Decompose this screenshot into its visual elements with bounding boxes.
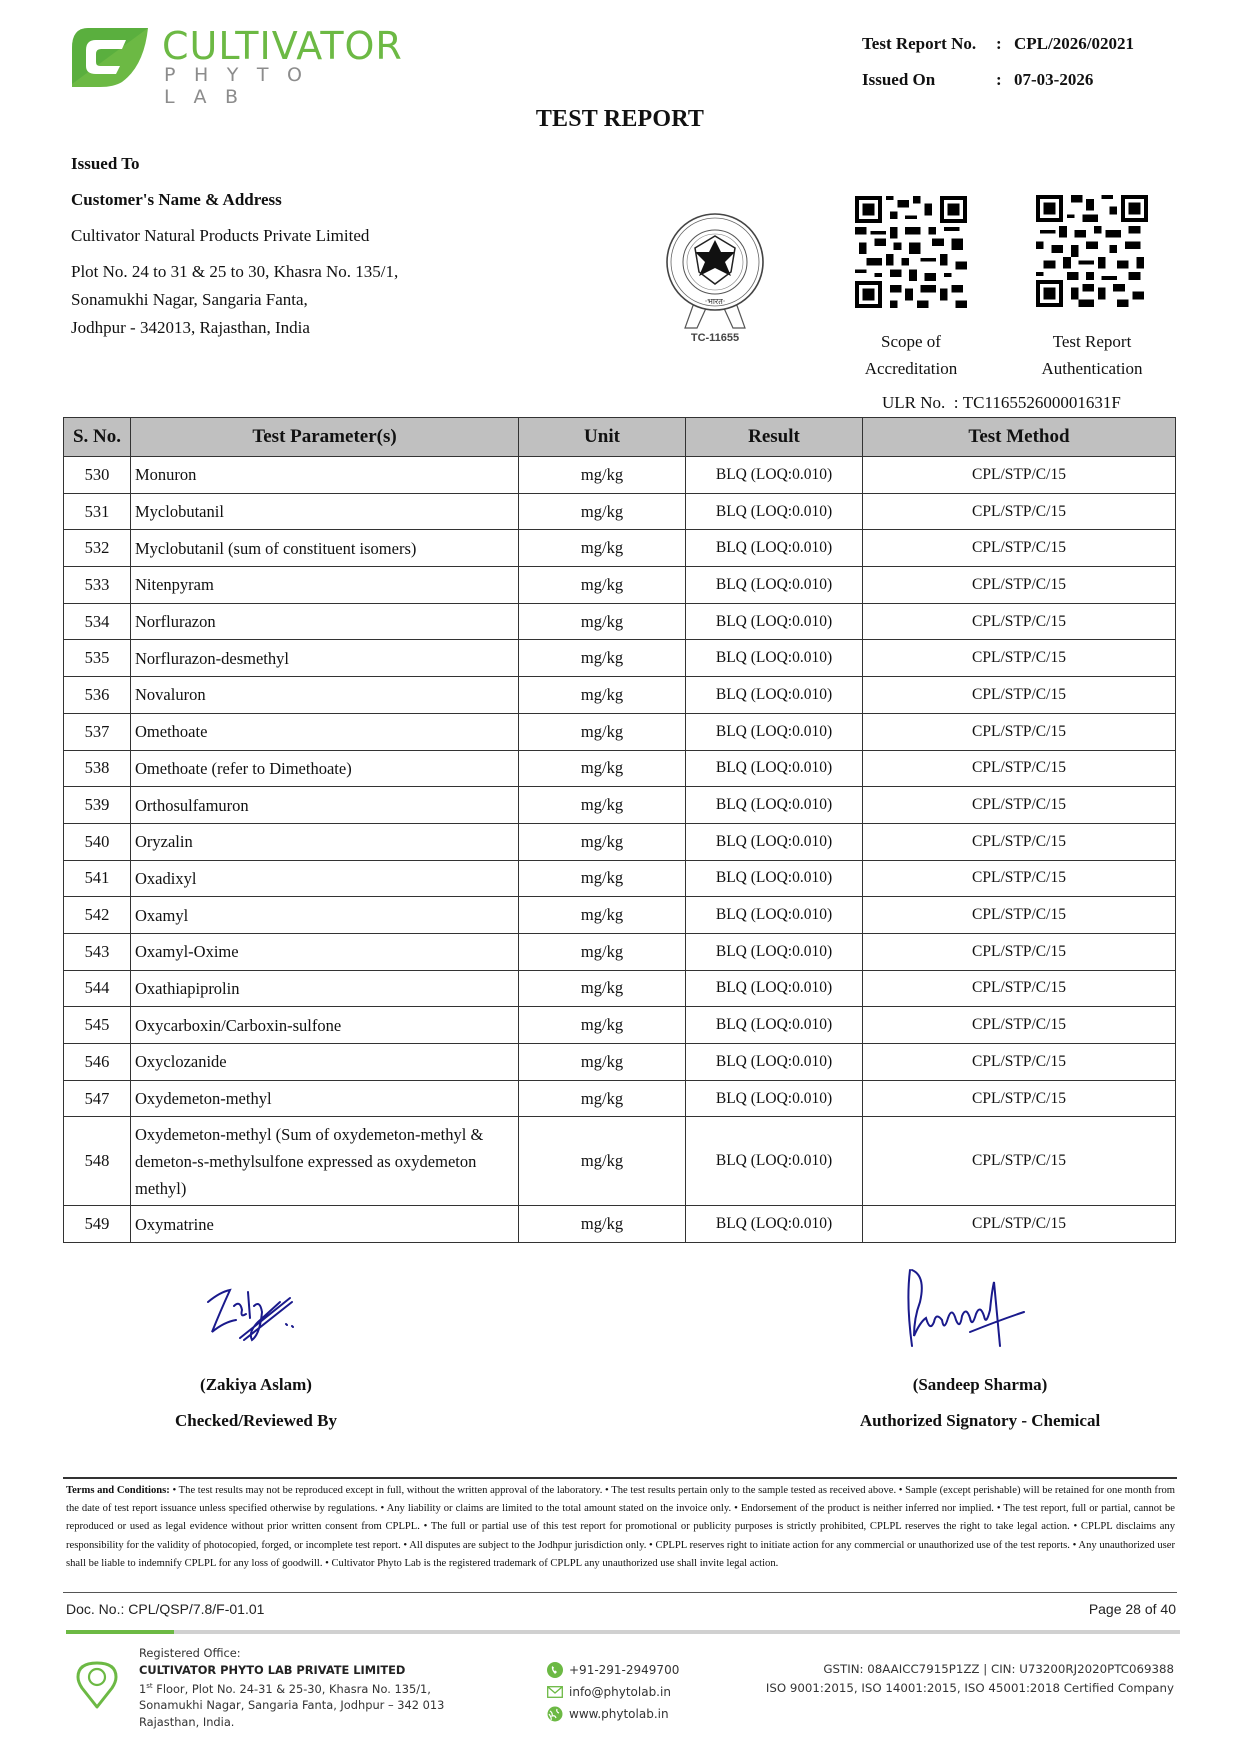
- cell-unit: mg/kg: [519, 1080, 686, 1117]
- cell-parameter: Omethoate: [131, 713, 519, 750]
- ulr-number: [882, 393, 1121, 413]
- reviewer-name: (Zakiya Aslam): [200, 1375, 312, 1394]
- cell-unit: mg/kg: [519, 933, 686, 970]
- cell-method: CPL/STP/C/15: [863, 1044, 1176, 1081]
- cell-method: CPL/STP/C/15: [863, 1007, 1176, 1044]
- cell-parameter: Novaluron: [131, 677, 519, 714]
- cell-result: BLQ (LOQ:0.010): [686, 860, 863, 897]
- document-number: Doc. No.: CPL/QSP/7.8/F-01.01: [66, 1601, 265, 1617]
- cell-result: BLQ (LOQ:0.010): [686, 640, 863, 677]
- ulr-value: TC116552600001631F: [962, 393, 1121, 412]
- cell-method: CPL/STP/C/15: [863, 567, 1176, 604]
- header-method: Test Method: [863, 418, 1176, 457]
- cell-parameter: Oxamyl: [131, 897, 519, 934]
- colon: :: [949, 393, 963, 412]
- registered-office-label: Registered Office:: [139, 1646, 241, 1660]
- cell-result: BLQ (LOQ:0.010): [686, 970, 863, 1007]
- qr-scope-caption-line: Scope of: [881, 332, 941, 351]
- cell-method: CPL/STP/C/15: [863, 823, 1176, 860]
- cell-unit: mg/kg: [519, 493, 686, 530]
- table-row: [64, 750, 1176, 787]
- cell-unit: mg/kg: [519, 603, 686, 640]
- report-number-row: [862, 26, 1134, 62]
- issued-on-value: 07-03-2026: [1014, 70, 1094, 89]
- reviewer-role: Checked/Reviewed By: [175, 1411, 337, 1430]
- cell-unit: mg/kg: [519, 750, 686, 787]
- table-row: [64, 787, 1176, 824]
- cell-unit: mg/kg: [519, 567, 686, 604]
- cell-method: CPL/STP/C/15: [863, 1117, 1176, 1206]
- accreditation-code: TC-11655: [690, 332, 740, 344]
- cell-unit: mg/kg: [519, 1206, 686, 1243]
- table-row: [64, 823, 1176, 860]
- qr-auth-caption: [1012, 328, 1172, 382]
- cell-parameter: Oxadixyl: [131, 860, 519, 897]
- cell-parameter: Oxyclozanide: [131, 1044, 519, 1081]
- cell-result: BLQ (LOQ:0.010): [686, 530, 863, 567]
- header-result: Result: [686, 418, 863, 457]
- signature-sandeep-icon: [900, 1262, 1030, 1352]
- cell-result: BLQ (LOQ:0.010): [686, 567, 863, 604]
- customer-company: Cultivator Natural Products Private Limited: [71, 226, 370, 245]
- cell-unit: mg/kg: [519, 860, 686, 897]
- cell-sno: 536: [64, 677, 131, 714]
- cell-unit: mg/kg: [519, 897, 686, 934]
- cell-sno: 542: [64, 897, 131, 934]
- cell-parameter: Oxymatrine: [131, 1206, 519, 1243]
- cell-sno: 546: [64, 1044, 131, 1081]
- cell-parameter: Norflurazon: [131, 603, 519, 640]
- cell-method: CPL/STP/C/15: [863, 677, 1176, 714]
- cell-result: BLQ (LOQ:0.010): [686, 750, 863, 787]
- website-url: www.phytolab.in: [569, 1707, 669, 1721]
- cell-result: BLQ (LOQ:0.010): [686, 677, 863, 714]
- report-number-label: Test Report No.: [862, 34, 977, 53]
- table-header-row: [64, 418, 1176, 457]
- brand-name: CULTIVATOR: [162, 24, 403, 68]
- cell-result: BLQ (LOQ:0.010): [686, 493, 863, 530]
- registered-office: [139, 1645, 444, 1730]
- cell-sno: 533: [64, 567, 131, 604]
- customer-address-line: Plot No. 24 to 31 & 25 to 30, Khasra No. 135/1,: [71, 262, 399, 281]
- cell-sno: 541: [64, 860, 131, 897]
- cell-sno: 547: [64, 1080, 131, 1117]
- cell-parameter: Oxydemeton-methyl: [131, 1080, 519, 1117]
- issued-on-label: Issued On: [862, 70, 936, 89]
- qr-scope-of-accreditation-icon[interactable]: [855, 196, 967, 308]
- header-sno: S. No.: [64, 418, 131, 457]
- table-row: [64, 493, 1176, 530]
- registered-address-line: 1st Floor, Plot No. 24-31 & 25-30, Khasra No. 135/1,: [139, 1681, 431, 1696]
- cell-unit: mg/kg: [519, 677, 686, 714]
- table-row: [64, 933, 1176, 970]
- ulr-label: ULR No.: [882, 393, 946, 412]
- cell-unit: mg/kg: [519, 1044, 686, 1081]
- nabl-seal-icon: [655, 212, 775, 330]
- cell-unit: mg/kg: [519, 1117, 686, 1206]
- cell-parameter: Myclobutanil (sum of constituent isomers): [131, 530, 519, 567]
- customer-name-address-heading: Customer's Name & Address: [71, 190, 282, 209]
- iso-certifications: ISO 9001:2015, ISO 14001:2015, ISO 45001:2018 Certified Company: [765, 1681, 1174, 1695]
- cell-sno: 534: [64, 603, 131, 640]
- contact-info: [547, 1659, 679, 1725]
- table-row: [64, 677, 1176, 714]
- cell-sno: 548: [64, 1117, 131, 1206]
- cell-parameter: Omethoate (refer to Dimethoate): [131, 750, 519, 787]
- customer-address-line: Sonamukhi Nagar, Sangaria Fanta,: [71, 290, 308, 309]
- cell-result: BLQ (LOQ:0.010): [686, 1080, 863, 1117]
- table-row: [64, 1206, 1176, 1243]
- cell-unit: mg/kg: [519, 1007, 686, 1044]
- phone-number: +91-291-2949700: [569, 1663, 680, 1677]
- cell-unit: mg/kg: [519, 823, 686, 860]
- table-row: [64, 860, 1176, 897]
- issued-to-heading: Issued To: [71, 154, 140, 173]
- issued-to-block: [71, 150, 398, 342]
- cell-result: BLQ (LOQ:0.010): [686, 787, 863, 824]
- registered-company-name: CULTIVATOR PHYTO LAB PRIVATE LIMITED: [139, 1662, 406, 1677]
- cell-method: CPL/STP/C/15: [863, 787, 1176, 824]
- table-row: [64, 713, 1176, 750]
- cell-sno: 543: [64, 933, 131, 970]
- qr-scope-caption-line: Accreditation: [864, 359, 958, 378]
- cell-parameter: Orthosulfamuron: [131, 787, 519, 824]
- cell-method: CPL/STP/C/15: [863, 530, 1176, 567]
- issued-on-row: [862, 62, 1134, 98]
- svg-text:·भारत·: ·भारत·: [704, 297, 726, 306]
- cell-method: CPL/STP/C/15: [863, 750, 1176, 787]
- cell-parameter: Oxathiapiprolin: [131, 970, 519, 1007]
- cell-sno: 538: [64, 750, 131, 787]
- cell-parameter: Oxydemeton-methyl (Sum of oxydemeton-methyl & demeton-s-methylsulfone expressed as oxydemeton methyl): [131, 1117, 519, 1206]
- cell-parameter: Monuron: [131, 457, 519, 494]
- globe-icon: [547, 1706, 563, 1722]
- cell-method: CPL/STP/C/15: [863, 457, 1176, 494]
- cell-parameter: Oxycarboxin/Carboxin-sulfone: [131, 1007, 519, 1044]
- cell-method: CPL/STP/C/15: [863, 970, 1176, 1007]
- footer-accent-bar: [66, 1630, 1180, 1634]
- email-row[interactable]: [547, 1681, 679, 1703]
- location-pin-icon: [76, 1660, 118, 1710]
- legal-registration: [766, 1660, 1174, 1698]
- cell-unit: mg/kg: [519, 640, 686, 677]
- cell-method: CPL/STP/C/15: [863, 603, 1176, 640]
- accreditation-seal: [655, 212, 775, 347]
- cell-method: CPL/STP/C/15: [863, 493, 1176, 530]
- cell-method: CPL/STP/C/15: [863, 1206, 1176, 1243]
- company-logo: [70, 24, 420, 108]
- qr-scope-caption: [831, 328, 991, 382]
- qr-report-authentication-icon[interactable]: [1036, 195, 1148, 307]
- table-row: [64, 1007, 1176, 1044]
- report-number-value: CPL/2026/02021: [1014, 34, 1134, 53]
- cell-parameter: Norflurazon-desmethyl: [131, 640, 519, 677]
- cell-sno: 530: [64, 457, 131, 494]
- brand-subname: PHYTO LAB: [164, 64, 321, 108]
- cell-method: CPL/STP/C/15: [863, 713, 1176, 750]
- cell-result: BLQ (LOQ:0.010): [686, 457, 863, 494]
- cell-result: BLQ (LOQ:0.010): [686, 1044, 863, 1081]
- cell-unit: mg/kg: [519, 787, 686, 824]
- cell-unit: mg/kg: [519, 970, 686, 1007]
- registered-address-line: Rajasthan, India.: [139, 1714, 235, 1729]
- cell-parameter: Nitenpyram: [131, 567, 519, 604]
- table-row: [64, 567, 1176, 604]
- cell-result: BLQ (LOQ:0.010): [686, 897, 863, 934]
- colon: :: [996, 70, 1002, 89]
- terms-label: Terms and Conditions:: [66, 1485, 170, 1496]
- table-row: [64, 970, 1176, 1007]
- signatory-role: Authorized Signatory - Chemical: [859, 1411, 1101, 1430]
- cell-method: CPL/STP/C/15: [863, 897, 1176, 934]
- cell-sno: 532: [64, 530, 131, 567]
- report-meta: [862, 26, 1134, 98]
- qr-auth-caption-line: Test Report: [1052, 332, 1132, 351]
- website-row[interactable]: [547, 1703, 679, 1725]
- cell-sno: 549: [64, 1206, 131, 1243]
- table-row: [64, 640, 1176, 677]
- colon: :: [996, 34, 1002, 53]
- qr-auth-caption-line: Authentication: [1041, 359, 1143, 378]
- cell-result: BLQ (LOQ:0.010): [686, 823, 863, 860]
- header-unit: Unit: [519, 418, 686, 457]
- cell-result: BLQ (LOQ:0.010): [686, 1117, 863, 1206]
- table-row: [64, 530, 1176, 567]
- terms-and-conditions: [66, 1482, 1175, 1573]
- header-parameter: Test Parameter(s): [131, 418, 519, 457]
- email-address: info@phytolab.in: [569, 1685, 671, 1699]
- divider: [63, 1592, 1177, 1593]
- cell-parameter: Myclobutanil: [131, 493, 519, 530]
- cell-result: BLQ (LOQ:0.010): [686, 603, 863, 640]
- cell-result: BLQ (LOQ:0.010): [686, 1206, 863, 1243]
- gstin-cin: GSTIN: 08AAICC7915P1ZZ | CIN: U73200RJ2020PTC069388: [823, 1662, 1174, 1676]
- cell-unit: mg/kg: [519, 530, 686, 567]
- signatory-name: (Sandeep Sharma): [912, 1375, 1048, 1394]
- cell-method: CPL/STP/C/15: [863, 860, 1176, 897]
- table-row: [64, 603, 1176, 640]
- cell-sno: 539: [64, 787, 131, 824]
- phone-row[interactable]: [547, 1659, 679, 1681]
- cell-result: BLQ (LOQ:0.010): [686, 713, 863, 750]
- cell-result: BLQ (LOQ:0.010): [686, 1007, 863, 1044]
- terms-text: • The test results may not be reproduced except in full, without the written approval of the laboratory. • The test results pertain only to the sample tested as received above. • Sample (except perishable) will be retained for one month from the date of test report issuance unless specified otherwise by regulations. • Any liability or claims are limited to the total amount stated on the invoice only. • Endorsement of the product is neither inferred nor implied. • The test report, full or partial, cannot be reproduced or used as legal evidence without prior written consent from CPLPL. • The full or partial use of this test report for promotional or publicity purposes is strictly prohibited, CPLPL reserves the right to take legal action. • CPLPL disclaims any responsibility for the validity of photocopied, forged, or incomplete test report. • All disputes are subject to the Jodhpur jurisdiction only. • CPLPL reserves right to initiate action for any commercial or unauthorized use of the test reports. • Any unauthorized user shall be liable to indemnify CPLPL for any loss of goodwill. • Cultivator Phyto Lab is the registered trademark of CPLPL any unauthorized use shall invite legal action.: [66, 1485, 1176, 1569]
- table-row: [64, 897, 1176, 934]
- cell-unit: mg/kg: [519, 457, 686, 494]
- page-number: Page 28 of 40: [1088, 1601, 1176, 1617]
- cell-sno: 535: [64, 640, 131, 677]
- results-table: [63, 417, 1176, 1243]
- email-icon: [547, 1686, 563, 1698]
- table-row: [64, 1117, 1176, 1206]
- page-title: TEST REPORT: [535, 106, 705, 132]
- divider: [63, 1477, 1177, 1479]
- cell-unit: mg/kg: [519, 713, 686, 750]
- cell-method: CPL/STP/C/15: [863, 1080, 1176, 1117]
- cell-sno: 540: [64, 823, 131, 860]
- cell-method: CPL/STP/C/15: [863, 933, 1176, 970]
- cell-method: CPL/STP/C/15: [863, 640, 1176, 677]
- cell-parameter: Oryzalin: [131, 823, 519, 860]
- cell-sno: 537: [64, 713, 131, 750]
- cell-sno: 544: [64, 970, 131, 1007]
- customer-address-line: Jodhpur - 342013, Rajasthan, India: [71, 318, 310, 337]
- table-row: [64, 1044, 1176, 1081]
- cell-sno: 531: [64, 493, 131, 530]
- footer-accent-green: [66, 1630, 174, 1634]
- leaf-c-logo-icon: [70, 26, 150, 88]
- table-row: [64, 1080, 1176, 1117]
- cell-result: BLQ (LOQ:0.010): [686, 933, 863, 970]
- table-row: [64, 457, 1176, 494]
- registered-address-line: Sonamukhi Nagar, Sangaria Fanta, Jodhpur – 342 013: [139, 1698, 445, 1713]
- phone-icon: [547, 1662, 563, 1678]
- cell-parameter: Oxamyl-Oxime: [131, 933, 519, 970]
- signature-zakiya-icon: [190, 1262, 320, 1352]
- cell-sno: 545: [64, 1007, 131, 1044]
